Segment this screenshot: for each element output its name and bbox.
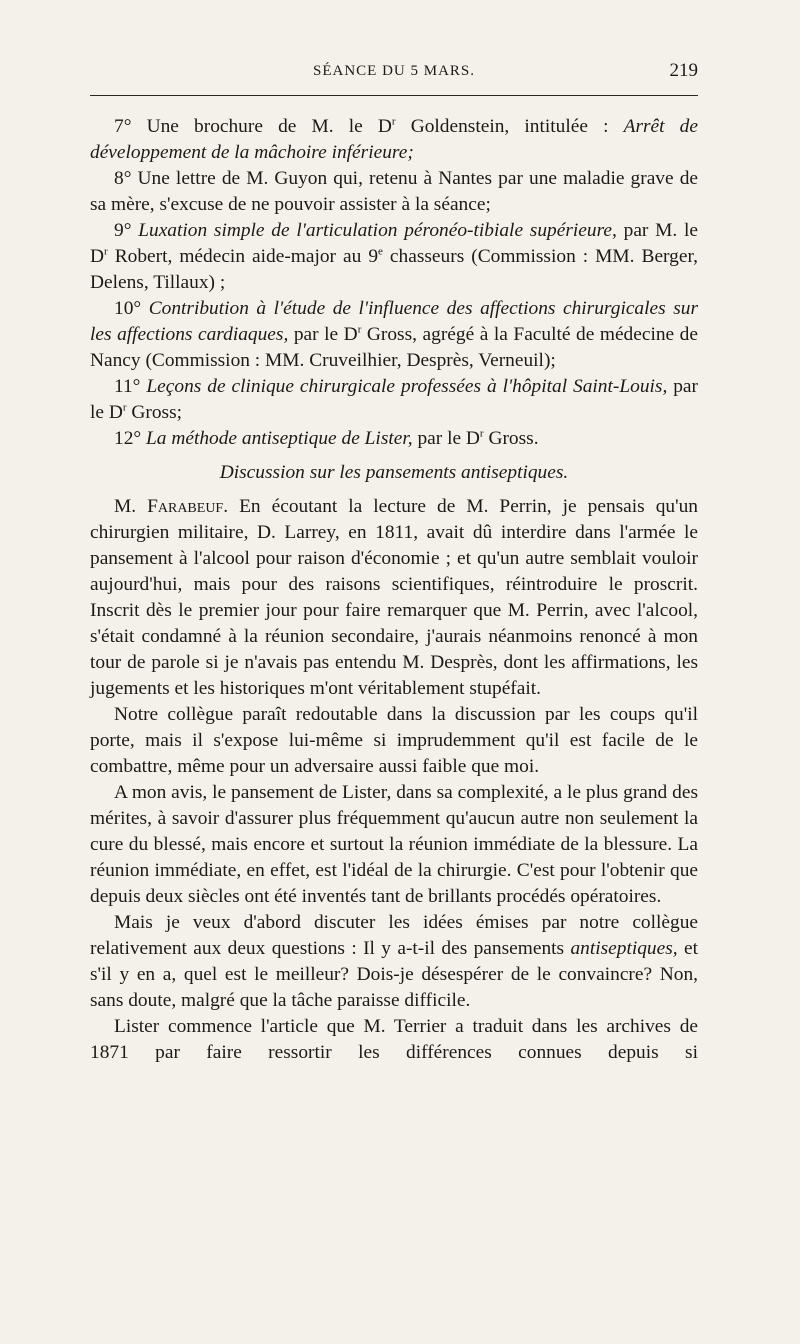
list-item-10 <box>90 296 698 374</box>
page-number: 219 <box>669 60 698 81</box>
paragraph-text: Mais je veux d'abord discuter les idées émises par notre collègue relativement aux deux questions : Il y a-t-il des pansements <box>90 912 698 959</box>
superscript: r <box>479 427 484 440</box>
item-text: Gross, agrégé à la Faculté de médecine de Nancy (Commission : MM. Cruveilhier, Desprès, Verneuil); <box>90 324 698 371</box>
superscript: r <box>104 245 108 258</box>
item-text: Goldenstein, intitulée : <box>395 116 624 137</box>
paragraph: Notre collègue paraît redoutable dans la discussion par les coups qu'il porte, mais il s'expose lui-même si imprudemment qu'il est facile de le combattre, même pour un adversaire aussi faible que moi. <box>90 704 698 777</box>
item-number: 8° <box>114 168 132 189</box>
item-title: Arrêt de développement de la mâchoire inférieure; <box>90 116 698 163</box>
item-number: 11° <box>114 376 141 397</box>
paragraph-text: En écoutant la lecture de M. Perrin, je pensais qu'un chirurgien militaire, D. Larrey, en 1811, avait dû interdire dans l'armée le pansement à l'alcool pour raison d'économie ; et qu'un autre semblait vouloir aujourd'hui, mais pour des raisons scientifiques, réintroduire le proscrit. Inscrit dès le premier jour pour faire remarquer que M. Perrin, avec l'alcool, s'était condamné à la réunion secondaire, j'aurais néanmoins renoncé à mon tour de parole si je n'avais pas entendu M. Desprès, dont les affirmations, les jugements et les historiques m'ont véritablement stupéfait. <box>90 496 698 699</box>
item-text: Une lettre de M. Guyon qui, retenu à Nantes par une maladie grave de sa mère, s'excuse de ne pouvoir assister à la séance; <box>90 168 698 215</box>
running-head: SÉANCE DU 5 MARS. <box>312 63 476 79</box>
item-number: 9° <box>114 220 132 241</box>
body-text <box>90 114 698 1066</box>
list-item-7 <box>90 114 698 166</box>
paragraph-text: et s'il y en a, quel est le meilleur? Dois-je désespérer de le convaincre? Non, sans doute, malgré que la tâche paraisse difficile. <box>90 938 698 1011</box>
item-text: Gross; <box>126 402 183 423</box>
superscript: r <box>122 401 127 414</box>
item-number: 10° <box>114 298 142 319</box>
speaker-name: M. Farabeuf. <box>114 496 229 517</box>
item-text: chasseurs (Commission : MM. Berger, Delens, Tillaux) ; <box>90 246 698 293</box>
item-text: par le D <box>90 376 698 423</box>
item-text: Robert, médecin aide-major au 9 <box>107 246 379 267</box>
item-number: 12° <box>114 428 142 449</box>
list-item-12 <box>90 426 698 452</box>
paragraph <box>90 494 698 702</box>
list-item-8 <box>90 166 698 218</box>
list-item-9 <box>90 218 698 296</box>
paragraph: Lister commence l'article que M. Terrier a traduit dans les archives de 1871 par faire ressortir les différences connues depuis si <box>90 1016 698 1063</box>
superscript: e <box>378 245 383 258</box>
item-text: par le D <box>412 428 480 449</box>
emphasis-text: antiseptiques, <box>570 938 678 959</box>
paragraph <box>90 910 698 1014</box>
header-rule <box>90 95 698 96</box>
superscript: r <box>357 323 362 336</box>
item-title: Leçons de clinique chirurgicale professées à l'hôpital Saint-Louis, <box>140 376 668 397</box>
page-header <box>90 60 698 88</box>
list-item-11 <box>90 374 698 426</box>
superscript: r <box>391 115 396 128</box>
item-number: 7° <box>114 116 132 137</box>
item-text: par M. le D <box>90 220 698 267</box>
item-title: Contribution à l'étude de l'influence des affections chirurgicales sur les affections cardiaques, <box>90 298 698 345</box>
item-title: La méthode antiseptique de Lister, <box>141 428 413 449</box>
paragraph: A mon avis, le pansement de Lister, dans sa complexité, a le plus grand des mérites, à savoir d'assurer plus fréquemment qu'aucun autre non seulement la cure du blessé, mais encore et surtout la réunion immédiate de la blessure. La réunion immédiate, en effet, est l'idéal de la chirurgie. C'est pour l'obtenir que depuis deux siècles ont été inventés tant de brillants procédés opératoires. <box>90 782 698 907</box>
item-title: Luxation simple de l'articulation péronéo-tibiale supérieure, <box>131 220 617 241</box>
item-text: par le D <box>288 324 358 345</box>
item-text: Gross. <box>483 428 539 449</box>
section-title: Discussion sur les pansements antiseptiques. <box>219 462 569 483</box>
item-text: Une brochure de M. le D <box>131 116 392 137</box>
